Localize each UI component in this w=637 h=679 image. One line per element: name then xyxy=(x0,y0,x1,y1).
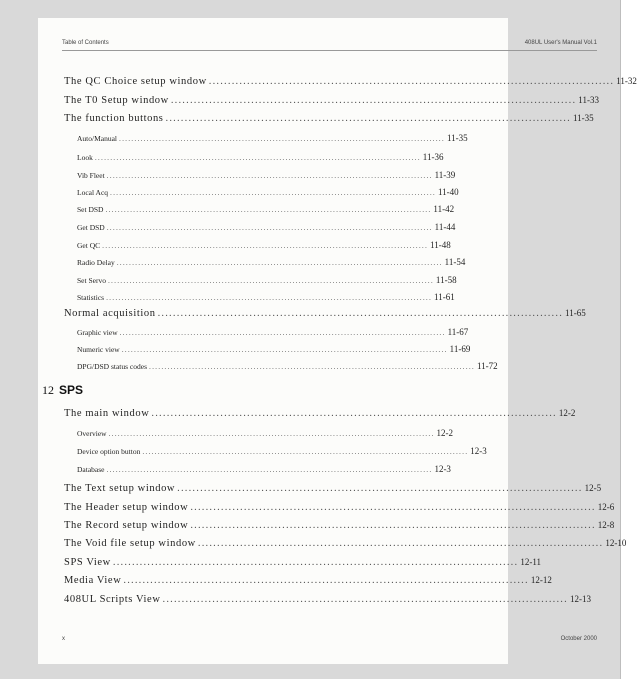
toc-entry-page: 11-72 xyxy=(476,361,498,371)
toc-entry-page: 11-32 xyxy=(616,76,637,86)
toc-entry-page: 12-2 xyxy=(558,408,576,418)
toc-entry-page: 11-67 xyxy=(447,327,469,337)
toc-subentry[interactable]: Database .......................................................................................................... 12-3 xyxy=(77,464,451,474)
toc-entry-page: 11-36 xyxy=(422,152,444,162)
toc-entry-title: SPS View xyxy=(64,557,111,568)
chapter-number: 12 xyxy=(42,383,54,397)
toc-subentry[interactable]: Get DSD .......................................................................................................... 11-44 xyxy=(77,222,456,232)
toc-entry-page: 12-5 xyxy=(584,483,602,493)
toc-entry-page: 11-48 xyxy=(430,240,451,250)
toc-entry-title: Graphic view xyxy=(77,328,118,337)
toc-subentry[interactable]: Graphic view .......................................................................................................... 11-67 xyxy=(77,327,469,337)
toc-entry-title: Numeric view xyxy=(77,345,120,354)
toc-subentry[interactable]: Overview .......................................................................................................... 12-2 xyxy=(77,428,454,438)
toc-entry-title: Auto/Manual xyxy=(77,134,117,143)
toc-entry-title: The QC Choice setup window xyxy=(64,76,207,87)
toc-entry-page: 11-44 xyxy=(434,222,456,232)
toc-entry-page: 11-39 xyxy=(434,170,456,180)
toc-entry-title: DPG/DSD status codes xyxy=(77,362,148,371)
toc-entry[interactable]: Media View .......................................................................................................... 12-12 xyxy=(64,575,552,586)
toc-entry-page: 11-35 xyxy=(446,133,468,143)
toc-entry[interactable]: The function buttons .......................................................................................................... 11-35 xyxy=(64,113,594,124)
toc-entry-title: The main window xyxy=(64,408,150,419)
toc-entry-page: 12-3 xyxy=(470,446,487,456)
toc-entry-page: 12-12 xyxy=(530,575,552,585)
toc-entry-title: Get QC xyxy=(77,241,101,250)
toc-subentry[interactable]: Numeric view .......................................................................................................... 11-69 xyxy=(77,344,471,354)
toc-entry[interactable]: The Record setup window .......................................................................................................... 12-8 xyxy=(64,520,615,531)
toc-entry-title: Normal acquisition xyxy=(64,308,156,319)
toc-entry-page: 11-40 xyxy=(437,187,459,197)
toc-entry-page: 11-42 xyxy=(433,204,455,214)
toc-entry-page: 12-2 xyxy=(436,428,454,438)
toc-subentry[interactable]: DPG/DSD status codes .......................................................................................................... 11-72 xyxy=(77,361,498,371)
toc-subentry[interactable]: Set Servo .......................................................................................................... 11-58 xyxy=(77,275,457,285)
toc-entry[interactable]: The Header setup window .......................................................................................................... 12-6 xyxy=(64,502,615,513)
toc-entry-title: Vib Fleet xyxy=(77,171,105,180)
footer-page-number: x xyxy=(62,636,65,642)
toc-entry-page: 12-10 xyxy=(605,538,627,548)
toc-entry-page: 11-65 xyxy=(565,308,586,318)
toc-entry[interactable]: The main window .......................................................................................................... 12-2 xyxy=(64,408,576,419)
toc-entry-title: The Void file setup window xyxy=(64,538,196,549)
toc-entry-page: 12-3 xyxy=(434,464,451,474)
chapter-title: SPS xyxy=(59,383,84,397)
toc-entry-page: 12-8 xyxy=(597,520,615,530)
toc-subentry[interactable]: Auto/Manual .......................................................................................................... 11-35 xyxy=(77,133,468,143)
header-rule xyxy=(62,50,597,51)
toc-entry[interactable]: The Void file setup window .......................................................................................................... 12-10 xyxy=(64,538,627,549)
toc-entry[interactable]: Normal acquisition .......................................................................................................... 11-65 xyxy=(64,308,586,319)
toc-subentry[interactable]: Look .......................................................................................................... 11-36 xyxy=(77,152,444,162)
toc-entry-title: Get DSD xyxy=(77,223,105,232)
page-footer xyxy=(62,636,597,642)
toc-entry-title: The Text setup window xyxy=(64,483,176,494)
toc-entry-title: Set Servo xyxy=(77,276,106,285)
viewer-scrollbar[interactable] xyxy=(620,0,637,679)
page-header xyxy=(62,40,597,46)
toc-entry-page: 11-61 xyxy=(434,292,455,302)
toc-entry-page: 11-35 xyxy=(572,113,594,123)
toc-subentry[interactable]: Device option button .......................................................................................................... 12-3 xyxy=(77,446,487,456)
chapter-heading xyxy=(42,383,83,398)
toc-entry-page: 11-33 xyxy=(578,95,599,105)
toc-entry-title: Look xyxy=(77,153,93,162)
toc-entry-page: 12-6 xyxy=(597,502,615,512)
footer-date: October 2000 xyxy=(560,636,597,642)
toc-subentry[interactable]: Local Acq .......................................................................................................... 11-40 xyxy=(77,187,459,197)
toc-entry-title: Device option button xyxy=(77,447,141,456)
toc-entry-title: The function buttons xyxy=(64,113,164,124)
toc-entry-title: The T0 Setup window xyxy=(64,95,169,106)
toc-entry-title: Statistics xyxy=(77,293,105,302)
toc-subentry[interactable]: Radio Delay .......................................................................................................... 11-54 xyxy=(77,257,466,267)
toc-subentry[interactable]: Vib Fleet .......................................................................................................... 11-39 xyxy=(77,170,456,180)
header-right: 408UL User's Manual Vol.1 xyxy=(524,40,597,46)
toc-entry-title: Set DSD xyxy=(77,205,104,214)
toc-entry[interactable]: The Text setup window .......................................................................................................... 12-5 xyxy=(64,483,602,494)
toc-entry[interactable]: SPS View .......................................................................................................... 12-11 xyxy=(64,557,541,568)
toc-subentry[interactable]: Statistics .......................................................................................................... 11-61 xyxy=(77,292,455,302)
toc-entry-page: 11-58 xyxy=(435,275,457,285)
toc-subentry[interactable]: Set DSD .......................................................................................................... 11-42 xyxy=(77,204,455,214)
toc-entry-page: 11-54 xyxy=(444,257,466,267)
toc-entry-title: Media View xyxy=(64,575,122,586)
toc-entry-title: 408UL Scripts View xyxy=(64,594,161,605)
toc-entry-page: 12-13 xyxy=(569,594,591,604)
toc-entry[interactable]: 408UL Scripts View .......................................................................................................... 12-13 xyxy=(64,594,591,605)
toc-entry[interactable]: The QC Choice setup window .......................................................................................................... 11-32 xyxy=(64,76,637,87)
toc-entry-title: Radio Delay xyxy=(77,258,115,267)
toc-entry-page: 11-69 xyxy=(449,344,471,354)
toc-entry[interactable]: The T0 Setup window .......................................................................................................... 11-33 xyxy=(64,95,599,106)
toc-entry-page: 12-11 xyxy=(520,557,541,567)
toc-entry-title: The Header setup window xyxy=(64,502,189,513)
header-left: Table of Contents xyxy=(62,40,109,46)
toc-subentry[interactable]: Get QC .......................................................................................................... 11-48 xyxy=(77,240,451,250)
toc-entry-title: Local Acq xyxy=(77,188,109,197)
toc-entry-title: Database xyxy=(77,465,105,474)
toc-entry-title: Overview xyxy=(77,429,107,438)
toc-entry-title: The Record setup window xyxy=(64,520,189,531)
